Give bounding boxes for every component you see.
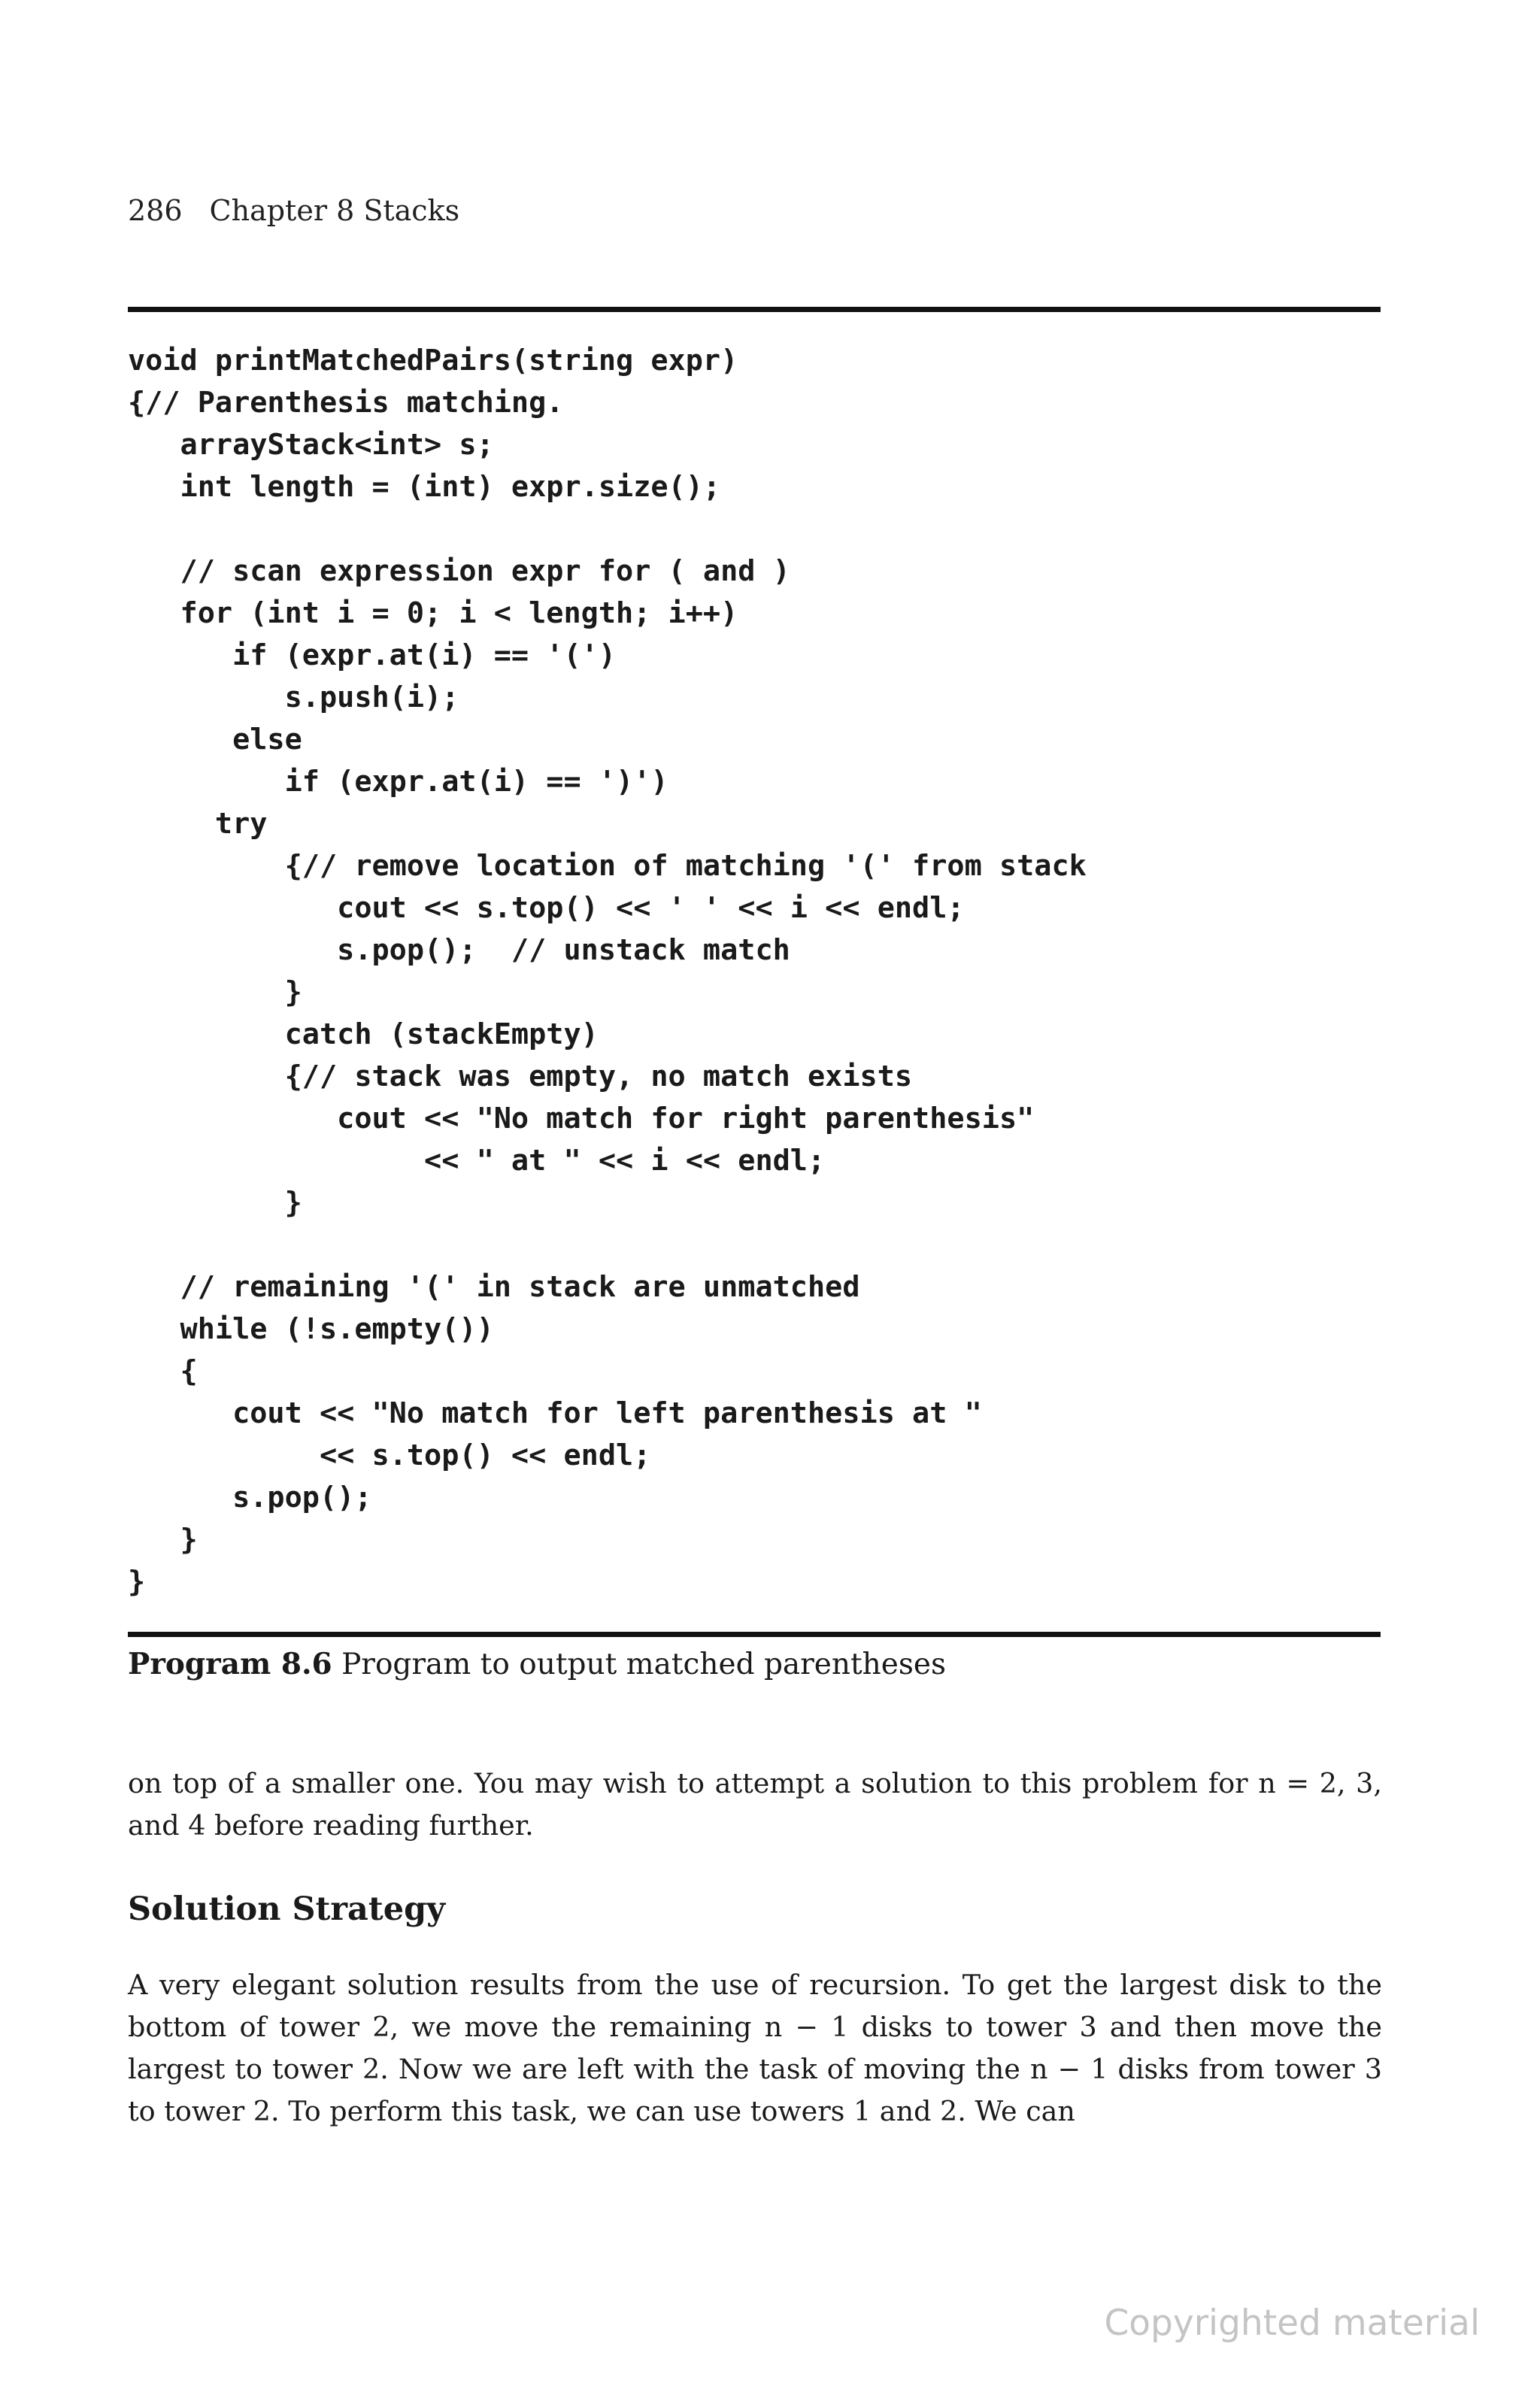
caption-label: Program 8.6 <box>128 1647 332 1681</box>
code-line: // scan expression expr for ( and ) <box>128 554 790 588</box>
program-caption <box>128 1647 946 1681</box>
code-line: s.push(i); <box>128 681 459 714</box>
code-line: cout << "No match for left parenthesis at " <box>128 1396 982 1430</box>
bottom-rule <box>128 1632 1381 1637</box>
code-line: else <box>128 723 302 756</box>
code-line: {// remove location of matching '(' from stack <box>128 849 1087 883</box>
body-paragraph: A very elegant solution results from the use of recursion. To get the largest disk to the bottom of tower 2, we move the remaining n − 1 disks to tower 3 and then move the largest to tower 2. Now we are left with the task of moving the n − 1 disks from tower 3 to tower 2. To perform this task, we can use towers 1 and 2. We can <box>128 1969 1382 2127</box>
code-line: if (expr.at(i) == '(') <box>128 638 617 672</box>
code-line: void printMatchedPairs(string expr) <box>128 344 738 377</box>
section-heading: Solution Strategy <box>128 1890 446 1928</box>
code-line: int length = (int) expr.size(); <box>128 470 721 504</box>
code-line: for (int i = 0; i < length; i++) <box>128 596 738 630</box>
code-line: } <box>128 1186 302 1220</box>
copyright-watermark: Copyrighted material <box>1104 2303 1480 2344</box>
body-paragraph: on top of a smaller one. You may wish to attempt a solution to this problem for n = 2, 3, and 4 before reading further. <box>128 1767 1382 1842</box>
page-header <box>128 194 459 227</box>
top-rule <box>128 307 1381 312</box>
code-line: } <box>128 975 302 1009</box>
code-line: arrayStack<int> s; <box>128 428 494 462</box>
code-line: try <box>128 807 268 841</box>
code-line: { <box>128 1354 198 1388</box>
code-line: cout << s.top() << ' ' << i << endl; <box>128 891 965 925</box>
code-line <box>128 1224 1087 1266</box>
page-number: 286 <box>128 194 183 227</box>
code-line: catch (stackEmpty) <box>128 1017 599 1051</box>
code-line: } <box>128 1565 146 1599</box>
caption-text: Program to output matched parentheses <box>332 1648 946 1681</box>
code-line: cout << "No match for right parenthesis" <box>128 1102 1035 1135</box>
code-line: s.pop(); // unstack match <box>128 933 790 967</box>
code-line: {// Parenthesis matching. <box>128 386 564 420</box>
code-listing <box>128 340 1087 1603</box>
code-line: } <box>128 1523 198 1557</box>
code-line: << " at " << i << endl; <box>128 1144 826 1178</box>
chapter-title: Chapter 8 Stacks <box>209 194 460 227</box>
code-line: {// stack was empty, no match exists <box>128 1060 913 1093</box>
code-line <box>128 508 1087 550</box>
code-line: s.pop(); <box>128 1481 372 1514</box>
code-line: // remaining '(' in stack are unmatched <box>128 1270 860 1304</box>
code-line: if (expr.at(i) == ')') <box>128 765 668 799</box>
code-line: << s.top() << endl; <box>128 1439 651 1472</box>
code-line: while (!s.empty()) <box>128 1312 494 1346</box>
